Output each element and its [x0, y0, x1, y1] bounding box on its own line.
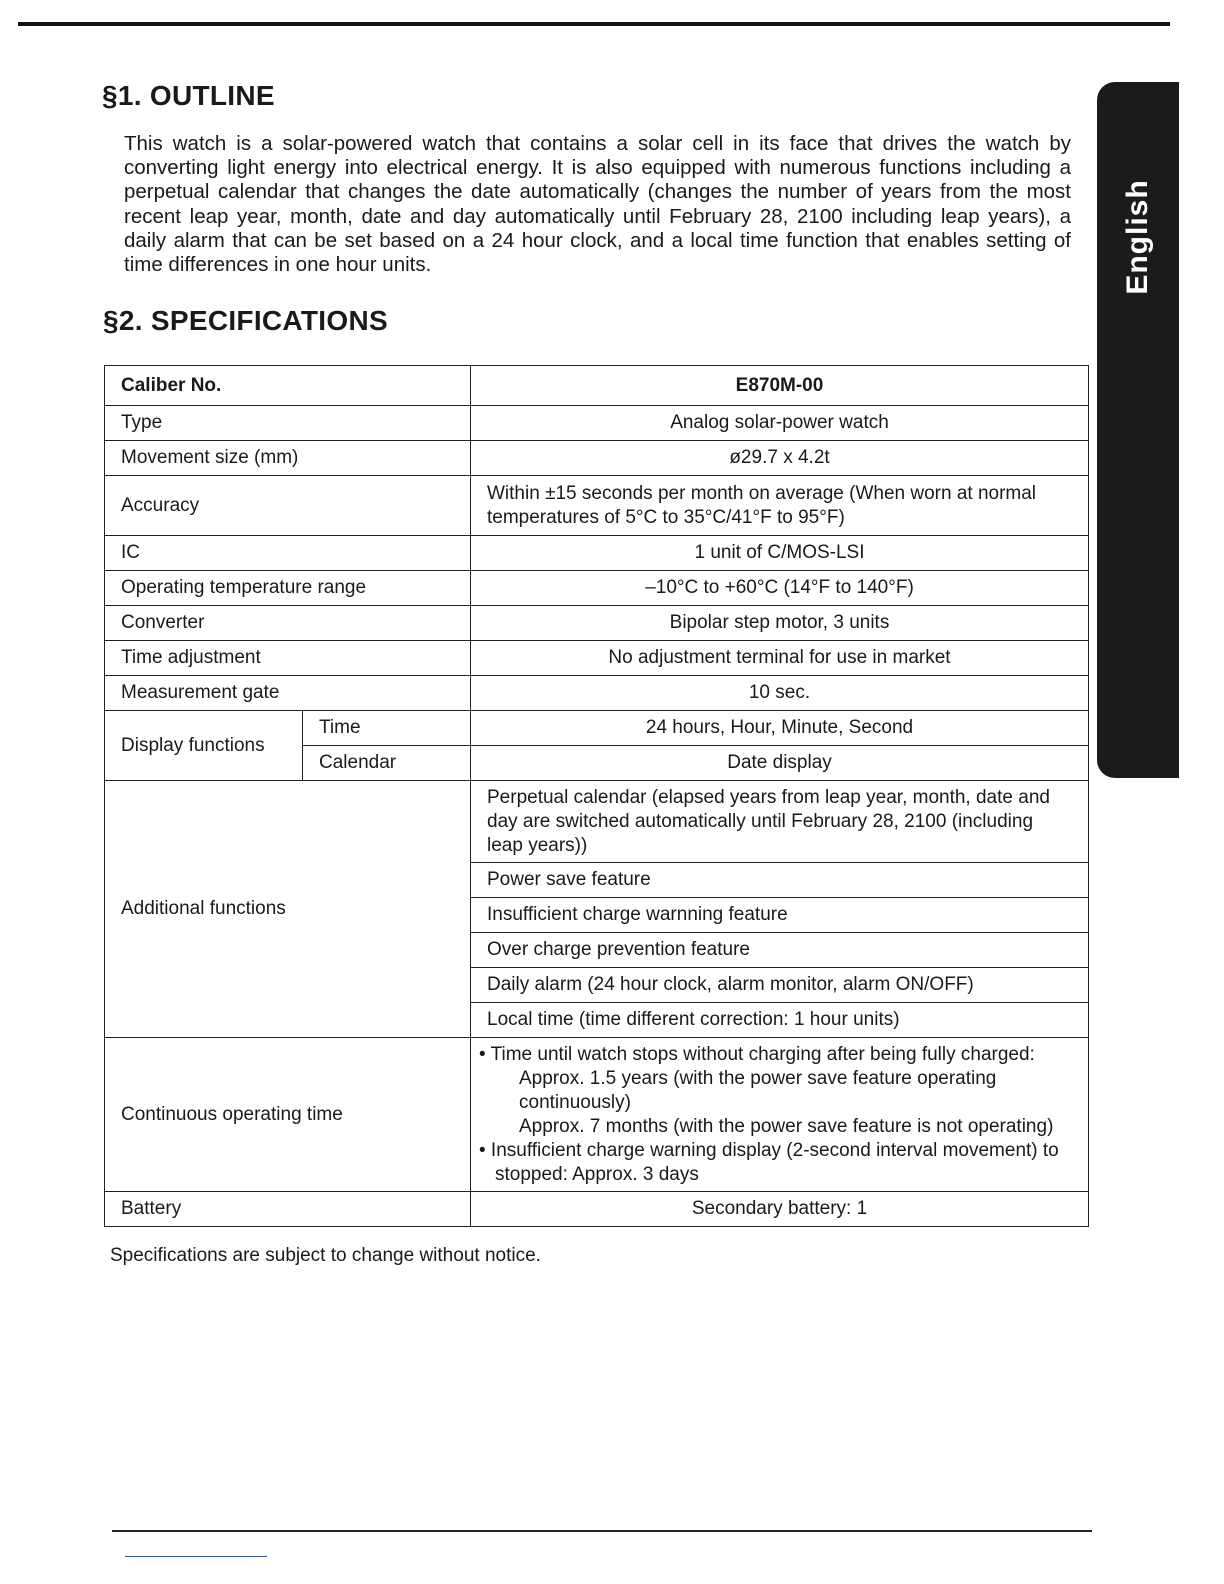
display-sub-value: 24 hours, Hour, Minute, Second: [471, 711, 1089, 746]
top-rule: [18, 22, 1170, 26]
table-row: [105, 641, 1089, 676]
additional-function-item: Insufficient charge warnning feature: [471, 898, 1089, 933]
spec-value: No adjustment terminal for use in market: [471, 641, 1089, 676]
table-header-row: [105, 366, 1089, 406]
additional-function-item: Local time (time different correction: 1 hour units): [471, 1003, 1089, 1038]
spec-label: Movement size (mm): [105, 441, 471, 476]
spec-value: Bipolar step motor, 3 units: [471, 606, 1089, 641]
spec-label: Type: [105, 406, 471, 441]
spec-label: Time adjustment: [105, 641, 471, 676]
continuous-operating-label: Continuous operating time: [105, 1038, 471, 1192]
outline-heading: §1. OUTLINE: [102, 80, 275, 111]
spec-value: –10°C to +60°C (14°F to 140°F): [471, 571, 1089, 606]
spec-label: Converter: [105, 606, 471, 641]
display-functions-label: Display functions: [105, 711, 303, 781]
display-sub-label: Time: [303, 711, 471, 746]
additional-function-item: Over charge prevention feature: [471, 933, 1089, 968]
table-row: [105, 476, 1089, 536]
table-row: [105, 606, 1089, 641]
additional-function-item: Power save feature: [471, 863, 1089, 898]
bottom-rule: [112, 1530, 1092, 1532]
table-row: [105, 571, 1089, 606]
table-row: [105, 441, 1089, 476]
spec-value: Analog solar-power watch: [471, 406, 1089, 441]
table-row: [105, 781, 1089, 863]
table-row: [105, 406, 1089, 441]
spec-value: ø29.7 x 4.2t: [471, 441, 1089, 476]
spec-label: Battery: [105, 1192, 471, 1227]
spec-value: 10 sec.: [471, 676, 1089, 711]
table-row: [105, 1038, 1089, 1192]
language-tab-label: English: [1121, 179, 1154, 295]
footnote: Specifications are subject to change without notice.: [110, 1245, 541, 1266]
indented-line: Approx. 7 months (with the power save feature is not operating): [519, 1115, 1054, 1137]
spec-value: Within ±15 seconds per month on average (When worn at normal temperatures of 5°C to 35°C/41°F to 95°F): [471, 476, 1089, 536]
display-sub-label: Calendar: [303, 746, 471, 781]
bullet-line: • Time until watch stops without charging after being fully charged:: [479, 1043, 1035, 1065]
outline-paragraph: This watch is a solar-powered watch that contains a solar cell in its face that drives the watch by converting light energy into electrical energy. It is also equipped with numerous functions including a perpetual calendar that changes the date automatically (changes the number of years from the most recent leap year, month, date and day automatically until February 28, 2100 including leap years), a daily alarm that can be set based on a 24 hour clock, and a local time function that enables setting of time differences in one hour units.: [124, 132, 1071, 277]
spec-value: 1 unit of C/MOS-LSI: [471, 536, 1089, 571]
caliber-label: Caliber No.: [105, 366, 471, 406]
spec-value: Secondary battery: 1: [471, 1192, 1089, 1227]
spec-label: IC: [105, 536, 471, 571]
caliber-value: E870M-00: [471, 366, 1089, 406]
bottom-mark: [125, 1556, 267, 1557]
table-row: [105, 711, 1089, 746]
bullet-line: • Insufficient charge warning display (2-second interval movement) to stopped: Approx. 3 days: [479, 1139, 1059, 1185]
indented-line: Approx. 1.5 years (with the power save feature operating continuously): [519, 1067, 997, 1113]
additional-function-item: Perpetual calendar (elapsed years from leap year, month, date and day are switched automatically until February 28, 2100 (including leap years)): [471, 781, 1089, 863]
table-row: [105, 1192, 1089, 1227]
table-row: [105, 536, 1089, 571]
table-row: [105, 676, 1089, 711]
spec-label: Measurement gate: [105, 676, 471, 711]
spec-label: Accuracy: [105, 476, 471, 536]
specifications-table: [104, 365, 1089, 1227]
additional-function-item: Daily alarm (24 hour clock, alarm monitor, alarm ON/OFF): [471, 968, 1089, 1003]
specifications-heading: §2. SPECIFICATIONS: [103, 305, 388, 336]
spec-label: Operating temperature range: [105, 571, 471, 606]
display-sub-value: Date display: [471, 746, 1089, 781]
additional-functions-label: Additional functions: [105, 781, 471, 1038]
continuous-operating-value: [471, 1038, 1089, 1192]
language-tab: [1097, 82, 1179, 778]
